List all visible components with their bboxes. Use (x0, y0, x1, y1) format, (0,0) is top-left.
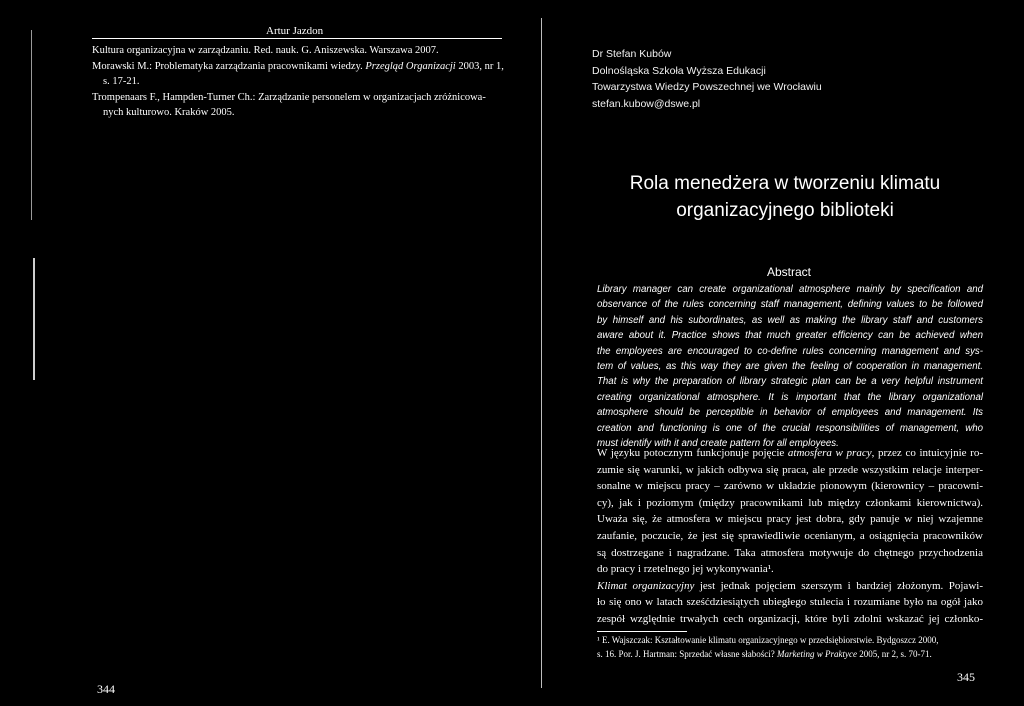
reference-item: Morawski M.: Problematyka zarządzania pracownikami wiedzy. Przegląd Organizacji 2003, nr 1, (92, 60, 504, 72)
page-edge-mark (33, 258, 35, 380)
abstract-line: aware about it. Practice shows that much greater efficiency can be achieved when (597, 330, 983, 342)
page-number-left: 344 (97, 682, 115, 696)
article-title: Rola menedżera w tworzeniu klimatu organizacyjnego biblioteki (629, 173, 941, 221)
abstract-line: by himself and his subordinates, as well as making the library staff and customers (597, 314, 983, 326)
body-line: zaufanie, poczucie, że jest się sprawiedliwie ocenianym, a osiągnięcia pracowników (597, 529, 983, 542)
footnotes (597, 633, 983, 661)
abstract-line: observance of the rules concerning staff management, defining values to be followed (597, 299, 983, 311)
footnote-line: ¹ E. Wajszczak: Kształtowanie klimatu organizacyjnego w przedsiębiorstwie. Bydgoszcz 2000, (597, 635, 939, 645)
abstract-line: tem of values, as this way they are given the feeling of cooperation in management. (597, 361, 983, 373)
reference-item: Trompenaars F., Hampden-Turner Ch.: Zarządzanie personelem w organizacjach zróżnicowa- (92, 91, 486, 103)
abstract-line: must identify with it and create pattern for all employees. (597, 438, 839, 450)
page-number-right: 345 (957, 670, 975, 684)
reference-item: Kultura organizacyjna w zarządzaniu. Red. nauk. G. Aniszewska. Warszawa 2007. (92, 45, 439, 56)
body-line: zumie się warunki, w jakich odbywa się praca, ale przede wszystkim relacje interper- (597, 463, 983, 476)
body-line: ło się ono w latach sześćdziesiątych ubiegłego stulecia i rozumiane było na ogół jako (597, 596, 983, 609)
body-line: Uważa się, że atmosfera w miejscu pracy jest dobra, gdy panuje w niej wzajemne (597, 513, 983, 526)
body-line: Klimat organizacyjny jest jednak pojęciem szerszym i bardziej złożonym. Pojawi- (597, 579, 983, 592)
footnote-rule (597, 631, 687, 632)
abstract-line: creating organizational atmosphere. It is important that the library organizational (597, 391, 983, 403)
abstract-line: atmosphere should be perceptible in behavior of employees and management. Its (597, 407, 983, 419)
body-line: do pracy i rzetelnego jej wykonywania¹. (597, 563, 774, 576)
reference-item-continued: nych kulturowo. Kraków 2005. (103, 107, 235, 118)
abstract-line: the employees are encouraged to co-define rules concerning management and sys- (597, 345, 983, 357)
footnote-line: s. 16. Por. J. Hartman: Sprzedać własne słabości? Marketing w Praktyce 2005, nr 2, s. 70-71. (597, 649, 932, 659)
body-line: cy), jak i poziomym (między pracownikami lub między członkami kierownictwa). (597, 496, 983, 509)
body-line: sonalne w miejscu pracy – zarówno w układzie pionowym (kierownicy – pracowni- (597, 480, 983, 493)
header-rule (92, 38, 502, 39)
body-line: zespół względnie trwałych cech organizacji, które byli zdolni wskazać jej członko- (597, 612, 983, 625)
page-edge-mark (31, 30, 32, 220)
author-name: Dr Stefan Kubów (592, 48, 672, 60)
abstract-line: creation and functioning is one of the crucial responsibilities of management, who (597, 422, 983, 434)
author-block (592, 46, 822, 112)
body-line: W języku potocznym funkcjonuje pojęcie atmosfera w pracy, przez co intuicyjnie ro- (597, 447, 983, 459)
abstract-text (597, 282, 983, 451)
running-head: Artur Jazdon (266, 25, 324, 37)
abstract-line: Library manager can create organizational atmosphere mainly by specification and (597, 284, 983, 295)
book-spine (541, 18, 542, 688)
reference-item-continued: s. 17-21. (103, 76, 140, 87)
abstract-line: That is why the preparation of library strategic plan can be a very helpful instrument (597, 376, 983, 388)
author-institution: Dolnośląska Szkoła Wyższa Edukacji (592, 64, 766, 77)
body-line: są dostrzegane i nagradzane. Taka atmosfera motywuje do chętnego przychodzenia (597, 546, 983, 559)
body-text (597, 445, 983, 628)
reference-list (92, 43, 504, 121)
abstract-heading: Abstract (766, 265, 811, 279)
author-institution-2: Towarzystwa Wiedzy Powszechnej we Wrocławiu (592, 81, 822, 93)
author-email: stefan.kubow@dswe.pl (592, 97, 701, 110)
